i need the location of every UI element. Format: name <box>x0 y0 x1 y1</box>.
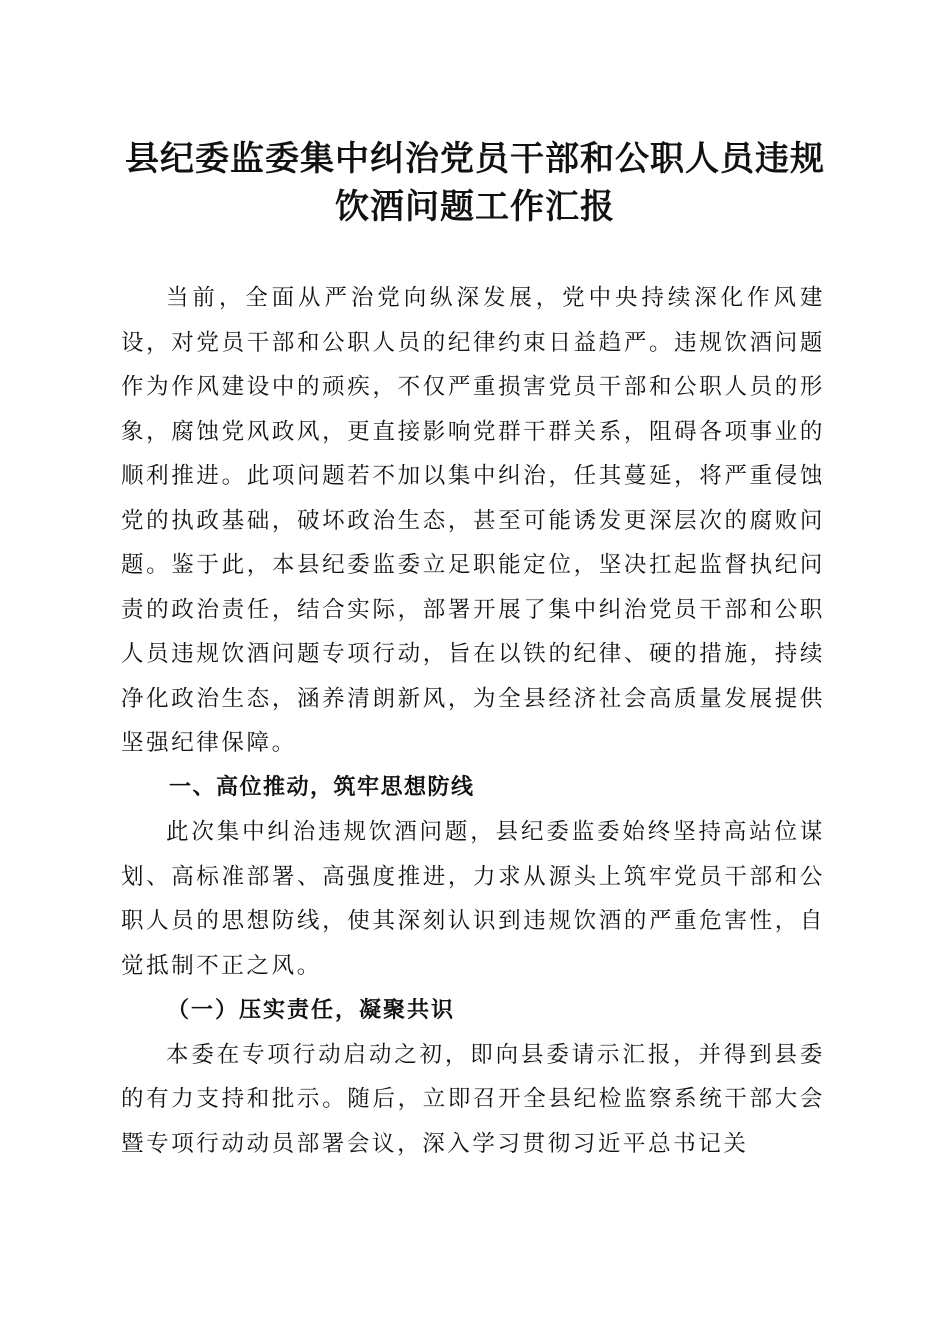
document-body <box>121 276 825 1166</box>
document-title-line-2: 饮酒问题工作汇报 <box>335 187 615 227</box>
section-1-heading: 一、高位推动，筑牢思想防线 <box>169 774 475 800</box>
document-title-line-1: 县纪委监委集中纠治党员干部和公职人员违规 <box>125 139 825 179</box>
section-1-paragraph: 此次集中纠治违规饮酒问题，县纪委监委始终坚持高站位谋划、高标准部署、高强度推进，力求从源头上筑牢党员干部和公职人员的思想防线，使其深刻认识到违规饮酒的严重危害性，自觉抵制不正之风。 <box>121 819 825 979</box>
intro-paragraph: 当前，全面从严治党向纵深发展，党中央持续深化作风建设，对党员干部和公职人员的纪律约束日益趋严。违规饮酒问题作为作风建设中的顽疾，不仅严重损害党员干部和公职人员的形象，腐蚀党风政风，更直接影响党群干群关系，阻碍各项事业的顺利推进。此项问题若不加以集中纠治，任其蔓延，将严重侵蚀党的执政基础，破坏政治生态，甚至可能诱发更深层次的腐败问题。鉴于此，本县纪委监委立足职能定位，坚决扛起监督执纪问责的政治责任，结合实际，部署开展了集中纠治党员干部和公职人员违规饮酒问题专项行动，旨在以铁的纪律、硬的措施，持续净化政治生态，涵养清朗新风，为全县经济社会高质量发展提供坚强纪律保障。 <box>121 285 825 756</box>
subsection-1-paragraph: 本委在专项行动启动之初，即向县委请示汇报，并得到县委的有力支持和批示。随后，立即召开全县纪检监察系统干部大会暨专项行动动员部署会议，深入学习贯彻习近平总书记关 <box>121 1041 825 1157</box>
subsection-1-heading: （一）压实责任，凝聚共识 <box>167 997 456 1023</box>
